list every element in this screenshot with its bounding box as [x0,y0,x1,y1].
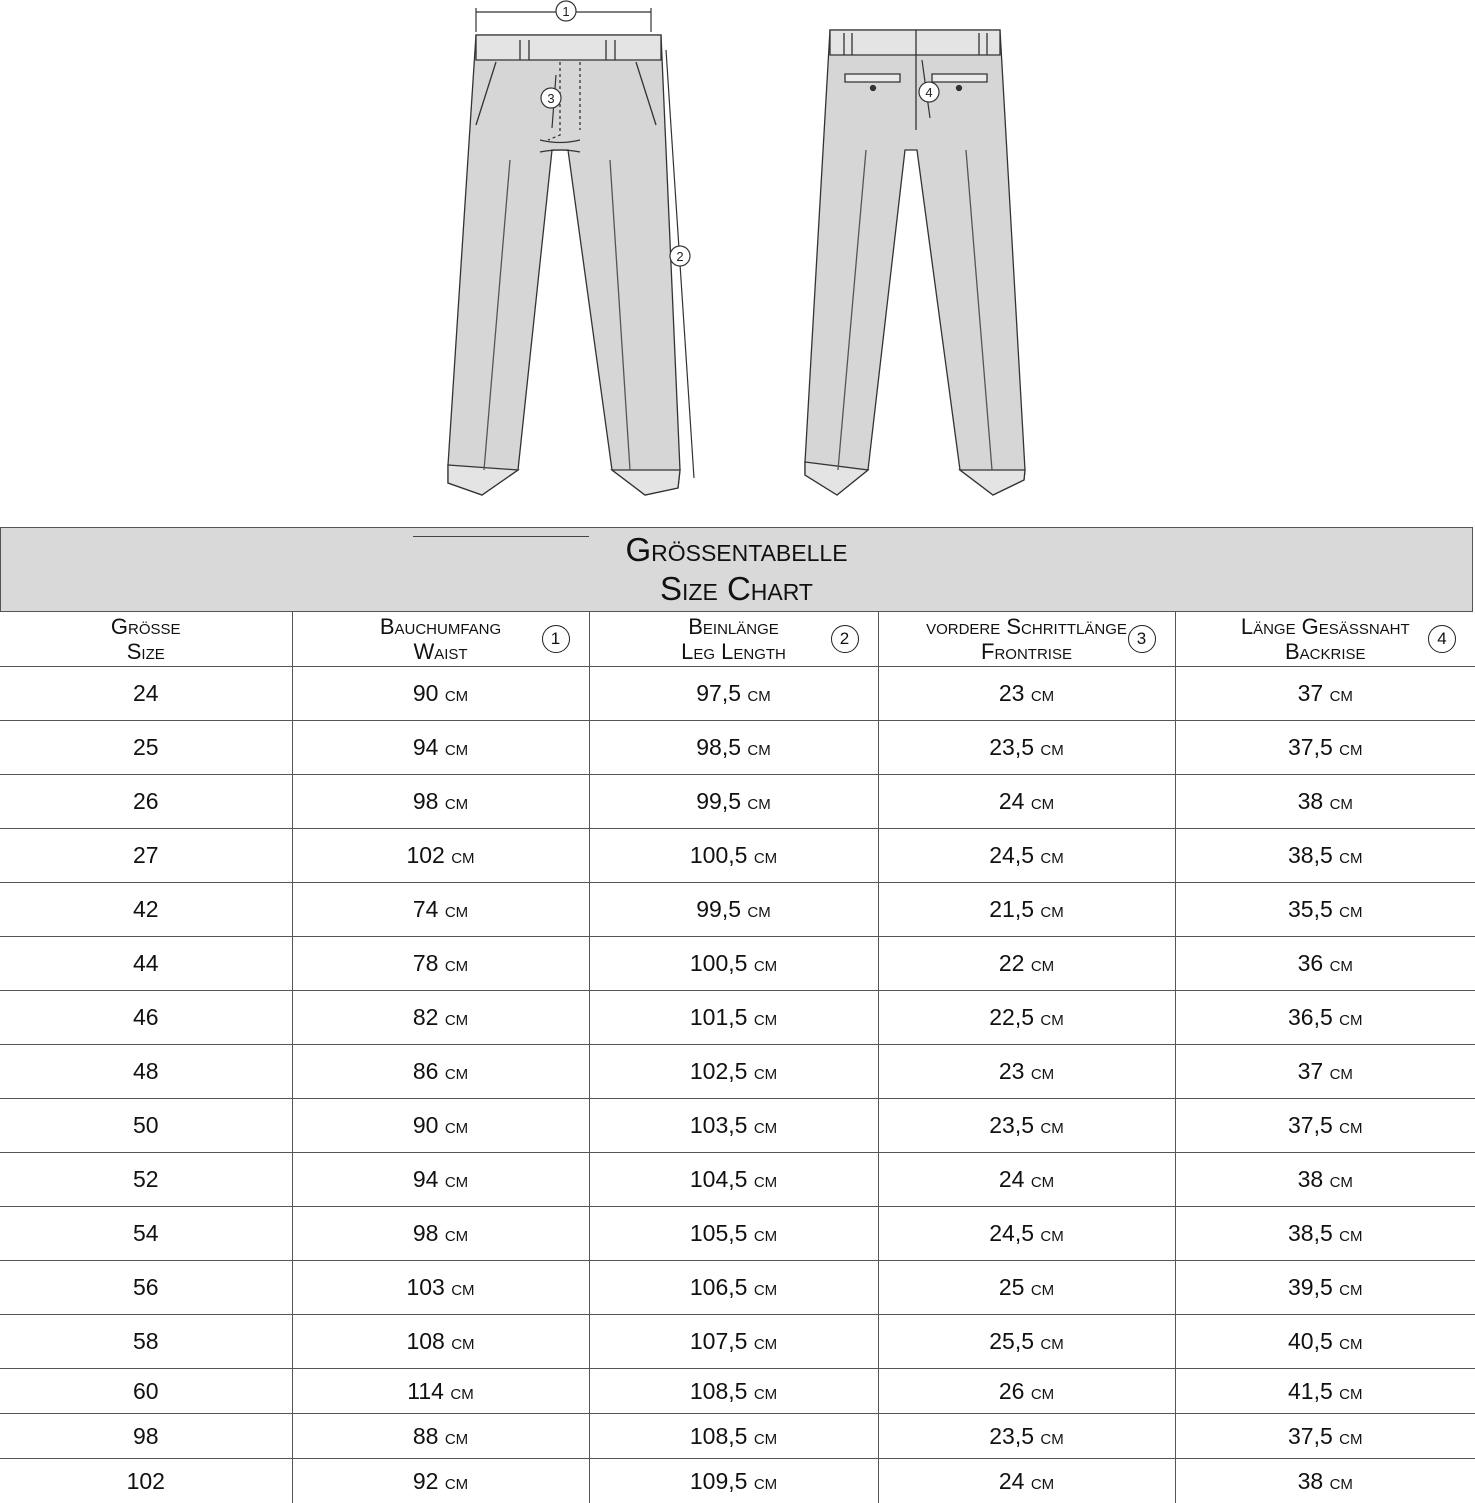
cell-value: 52 [133,1166,159,1192]
cell-unit: cm [451,1275,474,1300]
cell-leg-length [589,1207,878,1261]
cell-value: 101,5 [690,1004,748,1030]
cell-value: 94 [413,734,439,760]
cell-waist [292,1315,589,1369]
cell-backrise [1175,883,1475,937]
cell-frontrise [878,1261,1175,1315]
cell-waist [292,1369,589,1414]
cell-value: 23,5 [989,734,1034,760]
cell-unit: cm [1040,1221,1063,1246]
marker-1-label: 1 [562,4,569,19]
cell-value: 22 [999,950,1025,976]
cell-size [0,1261,292,1315]
cell-frontrise [878,775,1175,829]
measurement-marker: 1 [542,625,570,653]
cell-unit: cm [1040,1005,1063,1030]
cell-value: 102,5 [690,1058,748,1084]
cell-value: 21,5 [989,896,1034,922]
cell-waist [292,991,589,1045]
cell-leg-length [589,1369,878,1414]
cell-value: 102 [127,1468,165,1494]
cell-value: 106,5 [690,1274,748,1300]
table-row [0,991,1475,1045]
cell-value: 25 [133,734,159,760]
cell-value: 108 [406,1328,444,1354]
cell-unit: cm [1339,843,1362,868]
cell-value: 100,5 [690,950,748,976]
cell-value: 37,5 [1288,1423,1333,1449]
table-row [0,1099,1475,1153]
table-row [0,775,1475,829]
cell-size [0,1153,292,1207]
cell-size [0,775,292,829]
cell-value: 60 [133,1378,159,1404]
cell-unit: cm [1031,951,1054,976]
cell-frontrise [878,1045,1175,1099]
measurement-marker: 4 [1428,625,1456,653]
cell-unit: cm [1330,1469,1353,1494]
cell-value: 90 [413,1112,439,1138]
cell-backrise [1175,1045,1475,1099]
cell-unit: cm [754,1221,777,1246]
cell-unit: cm [1330,1059,1353,1084]
table-row [0,1045,1475,1099]
cell-waist [292,937,589,991]
cell-value: 27 [133,842,159,868]
cell-unit: cm [1330,1167,1353,1192]
cell-backrise [1175,775,1475,829]
cell-unit: cm [754,951,777,976]
cell-unit: cm [1040,897,1063,922]
cell-value: 100,5 [690,842,748,868]
cell-frontrise [878,829,1175,883]
column-header-english: Waist [293,639,589,664]
cell-unit: cm [754,1424,777,1449]
size-table-body [0,667,1475,1503]
cell-unit: cm [1330,951,1353,976]
cell-value: 102 [406,842,444,868]
cell-value: 98 [133,1423,159,1449]
cell-leg-length [589,667,878,721]
cell-frontrise [878,1369,1175,1414]
table-row [0,1459,1475,1503]
cell-unit: cm [1031,1469,1054,1494]
column-header-size [0,612,292,667]
cell-unit: cm [754,1379,777,1404]
cell-frontrise [878,1459,1175,1503]
cell-size [0,1414,292,1459]
size-table-header [0,612,1475,667]
cell-waist [292,829,589,883]
cell-value: 103,5 [690,1112,748,1138]
cell-unit: cm [445,1167,468,1192]
table-row [0,829,1475,883]
cell-value: 38,5 [1288,842,1333,868]
marker-2-label: 2 [676,249,683,264]
cell-leg-length [589,937,878,991]
cell-value: 78 [413,950,439,976]
cell-value: 108,5 [690,1423,748,1449]
marker-3-label: 3 [547,91,554,106]
cell-backrise [1175,1369,1475,1414]
table-row [0,1369,1475,1414]
column-header-waist [292,612,589,667]
cell-leg-length [589,775,878,829]
cell-value: 38 [1298,1166,1324,1192]
cell-unit: cm [747,681,770,706]
cell-value: 97,5 [696,680,741,706]
cell-unit: cm [1031,1379,1054,1404]
cell-value: 37,5 [1288,1112,1333,1138]
cell-value: 74 [413,896,439,922]
cell-value: 39,5 [1288,1274,1333,1300]
cell-value: 88 [413,1423,439,1449]
cell-unit: cm [445,1059,468,1084]
cell-size [0,1459,292,1503]
column-header-leg-length [589,612,878,667]
table-row [0,1414,1475,1459]
cell-unit: cm [1040,1113,1063,1138]
cell-value: 36 [1298,950,1324,976]
title-english: Size Chart [1,569,1472,608]
cell-size [0,1207,292,1261]
column-header-german: Bauchumfang [293,614,589,639]
cell-unit: cm [1330,789,1353,814]
cell-unit: cm [1031,1167,1054,1192]
cell-backrise [1175,1153,1475,1207]
cell-value: 105,5 [690,1220,748,1246]
cell-value: 54 [133,1220,159,1246]
cell-value: 103 [406,1274,444,1300]
cell-value: 38,5 [1288,1220,1333,1246]
column-header-frontrise [878,612,1175,667]
cell-frontrise [878,1099,1175,1153]
marker-4-label: 4 [925,85,932,100]
cell-value: 104,5 [690,1166,748,1192]
measurement-marker: 3 [1128,625,1156,653]
cell-value: 86 [413,1058,439,1084]
cell-value: 107,5 [690,1328,748,1354]
table-row [0,937,1475,991]
cell-waist [292,1207,589,1261]
cell-unit: cm [1339,1275,1362,1300]
cell-leg-length [589,1261,878,1315]
cell-value: 24 [999,788,1025,814]
cell-unit: cm [754,843,777,868]
cell-value: 92 [413,1468,439,1494]
cell-unit: cm [747,897,770,922]
cell-unit: cm [445,735,468,760]
cell-value: 24 [999,1166,1025,1192]
cell-value: 26 [133,788,159,814]
cell-unit: cm [445,1113,468,1138]
cell-unit: cm [754,1005,777,1030]
cell-backrise [1175,829,1475,883]
cell-unit: cm [445,951,468,976]
cell-value: 99,5 [696,896,741,922]
size-chart-title [1,530,1472,608]
cell-unit: cm [1339,1005,1362,1030]
cell-unit: cm [754,1059,777,1084]
cell-value: 56 [133,1274,159,1300]
cell-value: 90 [413,680,439,706]
cell-unit: cm [1031,789,1054,814]
cell-backrise [1175,1207,1475,1261]
cell-value: 25,5 [989,1328,1034,1354]
cell-unit: cm [1339,1329,1362,1354]
cell-value: 36,5 [1288,1004,1333,1030]
title-german: Größentabelle [1,530,1472,569]
cell-leg-length [589,721,878,775]
cell-unit: cm [1031,681,1054,706]
cell-unit: cm [747,789,770,814]
cell-backrise [1175,1459,1475,1503]
cell-unit: cm [445,681,468,706]
cell-value: 38 [1298,1468,1324,1494]
cell-leg-length [589,829,878,883]
cell-unit: cm [445,1424,468,1449]
cell-leg-length [589,1459,878,1503]
cell-value: 99,5 [696,788,741,814]
cell-unit: cm [1339,1221,1362,1246]
cell-value: 24,5 [989,842,1034,868]
column-header-german: vordere Schrittlänge [879,614,1175,639]
cell-unit: cm [747,735,770,760]
cell-waist [292,1045,589,1099]
column-header-backrise [1175,612,1475,667]
size-chart-title-bar [0,527,1473,612]
column-header-english: Size [0,639,292,664]
cell-unit: cm [451,1329,474,1354]
cell-value: 82 [413,1004,439,1030]
cell-size [0,721,292,775]
cell-size [0,937,292,991]
cell-unit: cm [445,1469,468,1494]
cell-value: 37 [1298,680,1324,706]
measurement-marker: 2 [831,625,859,653]
table-row [0,667,1475,721]
cell-size [0,1315,292,1369]
cell-size [0,1099,292,1153]
column-header-english: Backrise [1176,639,1475,664]
column-header-english: Frontrise [879,639,1175,664]
cell-leg-length [589,1045,878,1099]
cell-leg-length [589,1099,878,1153]
column-header-german: Beinlänge [590,614,878,639]
table-row [0,1153,1475,1207]
cell-unit: cm [754,1167,777,1192]
cell-leg-length [589,883,878,937]
column-header-german: Länge Gesäßnaht [1176,614,1475,639]
cell-size [0,991,292,1045]
cell-waist [292,1414,589,1459]
cell-unit: cm [754,1469,777,1494]
cell-waist [292,1459,589,1503]
cell-size [0,1045,292,1099]
cell-value: 25 [999,1274,1025,1300]
cell-value: 94 [413,1166,439,1192]
cell-unit: cm [1339,1379,1362,1404]
table-row [0,883,1475,937]
cell-backrise [1175,1261,1475,1315]
cell-unit: cm [1330,681,1353,706]
cell-unit: cm [1339,897,1362,922]
cell-unit: cm [754,1113,777,1138]
cell-waist [292,775,589,829]
cell-value: 50 [133,1112,159,1138]
cell-value: 23 [999,680,1025,706]
cell-value: 23 [999,1058,1025,1084]
trousers-front-view [448,35,680,495]
column-header-english: Leg Length [590,639,878,664]
cell-unit: cm [1031,1275,1054,1300]
trousers-back-view [805,30,1025,495]
cell-backrise [1175,721,1475,775]
table-row [0,1315,1475,1369]
cell-size [0,1369,292,1414]
cell-value: 41,5 [1288,1378,1333,1404]
table-row [0,721,1475,775]
cell-backrise [1175,1099,1475,1153]
cell-backrise [1175,1414,1475,1459]
cell-value: 98,5 [696,734,741,760]
cell-size [0,829,292,883]
cell-waist [292,883,589,937]
cell-frontrise [878,1315,1175,1369]
column-header-german: Größe [0,614,292,639]
cell-value: 22,5 [989,1004,1034,1030]
cell-value: 98 [413,1220,439,1246]
cell-frontrise [878,1207,1175,1261]
cell-unit: cm [445,1221,468,1246]
cell-waist [292,1153,589,1207]
cell-waist [292,667,589,721]
cell-unit: cm [445,789,468,814]
cell-value: 38 [1298,788,1324,814]
table-row [0,1261,1475,1315]
cell-unit: cm [450,1379,473,1404]
cell-unit: cm [754,1275,777,1300]
cell-value: 40,5 [1288,1328,1333,1354]
cell-frontrise [878,667,1175,721]
cell-waist [292,721,589,775]
cell-value: 48 [133,1058,159,1084]
cell-leg-length [589,1315,878,1369]
cell-frontrise [878,1414,1175,1459]
cell-frontrise [878,883,1175,937]
table-row [0,1207,1475,1261]
cell-unit: cm [1040,843,1063,868]
cell-unit: cm [1339,1113,1362,1138]
cell-value: 98 [413,788,439,814]
cell-backrise [1175,991,1475,1045]
size-table [0,612,1475,1503]
cell-unit: cm [1040,1329,1063,1354]
cell-value: 23,5 [989,1423,1034,1449]
cell-value: 108,5 [690,1378,748,1404]
cell-value: 44 [133,950,159,976]
cell-value: 114 [407,1378,444,1404]
cell-frontrise [878,1153,1175,1207]
cell-backrise [1175,667,1475,721]
cell-value: 26 [999,1378,1025,1404]
cell-size [0,667,292,721]
cell-backrise [1175,937,1475,991]
cell-leg-length [589,1153,878,1207]
cell-frontrise [878,991,1175,1045]
cell-frontrise [878,721,1175,775]
cell-value: 35,5 [1288,896,1333,922]
cell-value: 58 [133,1328,159,1354]
cell-value: 46 [133,1004,159,1030]
cell-unit: cm [754,1329,777,1354]
cell-unit: cm [445,897,468,922]
cell-value: 24 [999,1468,1025,1494]
cell-size [0,883,292,937]
cell-unit: cm [1339,735,1362,760]
cell-value: 24 [133,680,159,706]
cell-unit: cm [1040,1424,1063,1449]
cell-unit: cm [445,1005,468,1030]
cell-leg-length [589,1414,878,1459]
cell-backrise [1175,1315,1475,1369]
cell-value: 109,5 [690,1468,748,1494]
cell-waist [292,1261,589,1315]
cell-value: 42 [133,896,159,922]
cell-value: 37,5 [1288,734,1333,760]
cell-value: 24,5 [989,1220,1034,1246]
cell-unit: cm [451,843,474,868]
cell-unit: cm [1339,1424,1362,1449]
cell-value: 23,5 [989,1112,1034,1138]
cell-leg-length [589,991,878,1045]
cell-waist [292,1099,589,1153]
cell-unit: cm [1031,1059,1054,1084]
cell-value: 37 [1298,1058,1324,1084]
cell-unit: cm [1040,735,1063,760]
cell-frontrise [878,937,1175,991]
trousers-illustration [0,0,1475,520]
